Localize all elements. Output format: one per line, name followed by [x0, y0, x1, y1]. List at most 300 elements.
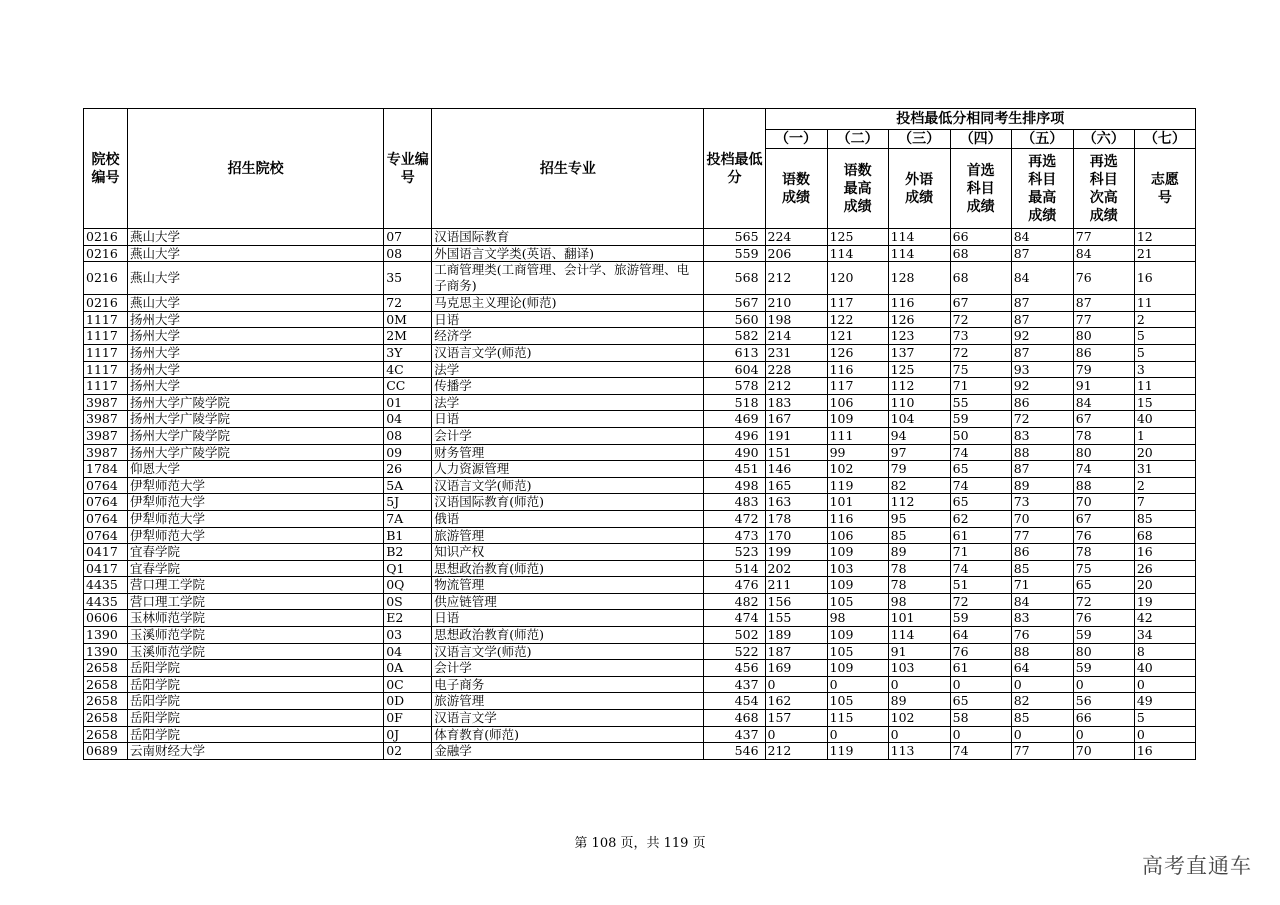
score-cell: 0: [765, 676, 827, 693]
major-name-cell: 旅游管理: [432, 527, 704, 544]
score-cell: 72: [950, 344, 1011, 361]
major-code-cell: 0C: [384, 676, 432, 693]
school-code-cell: 0606: [84, 610, 128, 627]
score-cell: 20: [1134, 444, 1195, 461]
min-score-cell: 523: [704, 544, 765, 561]
major-code-cell: 0M: [384, 311, 432, 328]
score-cell: 8: [1134, 643, 1195, 660]
table-row: [84, 394, 1196, 411]
min-score-cell: 483: [704, 494, 765, 511]
major-code-cell: 5A: [384, 477, 432, 494]
score-cell: 212: [765, 262, 827, 295]
school-name-cell: 岳阳学院: [128, 726, 384, 743]
major-code-cell: 0F: [384, 710, 432, 727]
header-sub-label: 首选科目成绩: [950, 149, 1011, 229]
school-code-cell: 1117: [84, 328, 128, 345]
table-row: [84, 328, 1196, 345]
score-cell: 87: [1011, 461, 1073, 478]
school-name-cell: 营口理工学院: [128, 593, 384, 610]
score-cell: 61: [950, 660, 1011, 677]
score-cell: 83: [1011, 427, 1073, 444]
school-code-cell: 3987: [84, 444, 128, 461]
table-row: [84, 411, 1196, 428]
score-cell: 71: [1011, 577, 1073, 594]
major-code-cell: 0A: [384, 660, 432, 677]
score-cell: 0: [1011, 676, 1073, 693]
score-cell: 228: [765, 361, 827, 378]
school-name-cell: 岳阳学院: [128, 710, 384, 727]
score-cell: 211: [765, 577, 827, 594]
major-name-cell: 体育教育(师范): [432, 726, 704, 743]
table-row: [84, 643, 1196, 660]
major-code-cell: 04: [384, 411, 432, 428]
score-cell: 114: [888, 627, 950, 644]
score-cell: 59: [1073, 660, 1134, 677]
score-cell: 91: [1073, 378, 1134, 395]
score-cell: 76: [1073, 262, 1134, 295]
major-name-cell: 会计学: [432, 660, 704, 677]
major-code-cell: 0D: [384, 693, 432, 710]
score-cell: 78: [1073, 427, 1134, 444]
score-cell: 163: [765, 494, 827, 511]
score-cell: 73: [950, 328, 1011, 345]
score-cell: 65: [950, 494, 1011, 511]
score-cell: 106: [827, 394, 888, 411]
major-code-cell: 5J: [384, 494, 432, 511]
school-name-cell: 玉林师范学院: [128, 610, 384, 627]
major-name-cell: 汉语国际教育(师范): [432, 494, 704, 511]
table-row: [84, 311, 1196, 328]
score-cell: 105: [827, 693, 888, 710]
score-cell: 86: [1011, 394, 1073, 411]
score-cell: 151: [765, 444, 827, 461]
major-name-cell: 工商管理类(工商管理、会计学、旅游管理、电子商务): [432, 262, 704, 295]
major-code-cell: 2M: [384, 328, 432, 345]
score-cell: 117: [827, 295, 888, 312]
score-cell: 97: [888, 444, 950, 461]
score-cell: 16: [1134, 544, 1195, 561]
major-code-cell: 26: [384, 461, 432, 478]
school-code-cell: 2658: [84, 726, 128, 743]
score-cell: 0: [950, 726, 1011, 743]
school-name-cell: 岳阳学院: [128, 676, 384, 693]
score-cell: 102: [827, 461, 888, 478]
score-cell: 98: [888, 593, 950, 610]
score-cell: 170: [765, 527, 827, 544]
score-cell: 77: [1011, 527, 1073, 544]
major-name-cell: 会计学: [432, 427, 704, 444]
score-cell: 169: [765, 660, 827, 677]
min-score-cell: 490: [704, 444, 765, 461]
score-cell: 84: [1011, 593, 1073, 610]
score-cell: 78: [1073, 544, 1134, 561]
score-cell: 82: [1011, 693, 1073, 710]
major-name-cell: 日语: [432, 610, 704, 627]
score-cell: 93: [1011, 361, 1073, 378]
school-code-cell: 0417: [84, 544, 128, 561]
table-row: [84, 295, 1196, 312]
score-cell: 114: [888, 229, 950, 246]
score-cell: 78: [888, 577, 950, 594]
score-cell: 109: [827, 627, 888, 644]
score-cell: 199: [765, 544, 827, 561]
major-name-cell: 汉语国际教育: [432, 229, 704, 246]
score-cell: 0: [888, 676, 950, 693]
major-code-cell: 04: [384, 643, 432, 660]
min-score-cell: 482: [704, 593, 765, 610]
score-cell: 75: [1073, 560, 1134, 577]
score-cell: 74: [950, 743, 1011, 760]
major-name-cell: 日语: [432, 411, 704, 428]
score-cell: 103: [827, 560, 888, 577]
school-name-cell: 燕山大学: [128, 245, 384, 262]
score-cell: 109: [827, 577, 888, 594]
score-cell: 65: [950, 461, 1011, 478]
score-cell: 65: [1073, 577, 1134, 594]
score-cell: 71: [950, 378, 1011, 395]
score-cell: 113: [888, 743, 950, 760]
school-code-cell: 0764: [84, 494, 128, 511]
header-sub-label: 志愿号: [1134, 149, 1195, 229]
score-cell: 12: [1134, 229, 1195, 246]
score-cell: 21: [1134, 245, 1195, 262]
score-cell: 0: [765, 726, 827, 743]
school-code-cell: 0764: [84, 477, 128, 494]
score-cell: 85: [1011, 560, 1073, 577]
table-row: [84, 427, 1196, 444]
header-sub-number: （一）: [765, 130, 827, 149]
school-code-cell: 2658: [84, 710, 128, 727]
score-cell: 126: [827, 344, 888, 361]
score-cell: 114: [888, 245, 950, 262]
page-footer: 第 108 页，共 119 页: [574, 836, 706, 851]
score-cell: 89: [1011, 477, 1073, 494]
major-name-cell: 外国语言文学类(英语、翻译): [432, 245, 704, 262]
score-cell: 0: [1011, 726, 1073, 743]
score-cell: 0: [1073, 676, 1134, 693]
table-row: [84, 444, 1196, 461]
score-cell: 2: [1134, 311, 1195, 328]
header-sub-number: （三）: [888, 130, 950, 149]
score-cell: 31: [1134, 461, 1195, 478]
score-cell: 112: [888, 494, 950, 511]
header-sub-number: （二）: [827, 130, 888, 149]
score-cell: 89: [888, 544, 950, 561]
score-cell: 87: [1011, 245, 1073, 262]
score-cell: 103: [888, 660, 950, 677]
header-sub-label: 语数成绩: [765, 149, 827, 229]
major-code-cell: 72: [384, 295, 432, 312]
min-score-cell: 496: [704, 427, 765, 444]
header-major-name: 招生专业: [432, 109, 704, 229]
score-cell: 105: [827, 643, 888, 660]
major-code-cell: Q1: [384, 560, 432, 577]
score-cell: 59: [950, 610, 1011, 627]
score-cell: 82: [888, 477, 950, 494]
score-cell: 61: [950, 527, 1011, 544]
school-name-cell: 宜春学院: [128, 544, 384, 561]
score-cell: 59: [1073, 627, 1134, 644]
major-code-cell: 01: [384, 394, 432, 411]
table-row: [84, 676, 1196, 693]
table-row: [84, 660, 1196, 677]
school-name-cell: 扬州大学: [128, 311, 384, 328]
score-cell: 122: [827, 311, 888, 328]
score-cell: 80: [1073, 328, 1134, 345]
score-cell: 0: [1134, 726, 1195, 743]
score-cell: 198: [765, 311, 827, 328]
min-score-cell: 437: [704, 726, 765, 743]
score-cell: 0: [827, 676, 888, 693]
major-code-cell: B2: [384, 544, 432, 561]
score-cell: 231: [765, 344, 827, 361]
score-cell: 66: [950, 229, 1011, 246]
header-sub-label: 再选科目最高成绩: [1011, 149, 1073, 229]
score-cell: 88: [1073, 477, 1134, 494]
min-score-cell: 472: [704, 510, 765, 527]
min-score-cell: 437: [704, 676, 765, 693]
score-cell: 95: [888, 510, 950, 527]
score-cell: 183: [765, 394, 827, 411]
score-cell: 87: [1011, 295, 1073, 312]
score-cell: 70: [1011, 510, 1073, 527]
score-cell: 77: [1011, 743, 1073, 760]
score-cell: 64: [1011, 660, 1073, 677]
score-cell: 92: [1011, 378, 1073, 395]
score-cell: 116: [827, 510, 888, 527]
score-cell: 101: [827, 494, 888, 511]
table-row: [84, 610, 1196, 627]
score-cell: 84: [1011, 229, 1073, 246]
school-name-cell: 伊犁师范大学: [128, 477, 384, 494]
table-row: [84, 262, 1196, 295]
score-cell: 68: [950, 245, 1011, 262]
score-cell: 123: [888, 328, 950, 345]
min-score-cell: 514: [704, 560, 765, 577]
score-cell: 73: [1011, 494, 1073, 511]
score-cell: 72: [950, 311, 1011, 328]
school-code-cell: 1117: [84, 311, 128, 328]
major-name-cell: 思想政治教育(师范): [432, 560, 704, 577]
school-name-cell: 玉溪师范学院: [128, 627, 384, 644]
school-code-cell: 0417: [84, 560, 128, 577]
score-cell: 0: [827, 726, 888, 743]
school-name-cell: 扬州大学广陵学院: [128, 427, 384, 444]
score-cell: 72: [1073, 593, 1134, 610]
score-cell: 70: [1073, 494, 1134, 511]
score-cell: 146: [765, 461, 827, 478]
major-name-cell: 物流管理: [432, 577, 704, 594]
score-cell: 114: [827, 245, 888, 262]
score-cell: 85: [888, 527, 950, 544]
major-code-cell: 0J: [384, 726, 432, 743]
school-code-cell: 4435: [84, 593, 128, 610]
major-name-cell: 思想政治教育(师范): [432, 627, 704, 644]
score-cell: 167: [765, 411, 827, 428]
score-cell: 125: [827, 229, 888, 246]
score-cell: 67: [1073, 411, 1134, 428]
header-sub-label: 外语成绩: [888, 149, 950, 229]
school-code-cell: 0764: [84, 527, 128, 544]
school-code-cell: 2658: [84, 660, 128, 677]
major-code-cell: 09: [384, 444, 432, 461]
header-sub-number: （四）: [950, 130, 1011, 149]
score-cell: 3: [1134, 361, 1195, 378]
major-name-cell: 汉语言文学(师范): [432, 477, 704, 494]
score-cell: 212: [765, 743, 827, 760]
school-name-cell: 燕山大学: [128, 262, 384, 295]
score-cell: 92: [1011, 328, 1073, 345]
score-cell: 77: [1073, 311, 1134, 328]
score-cell: 19: [1134, 593, 1195, 610]
score-cell: 67: [1073, 510, 1134, 527]
score-cell: 165: [765, 477, 827, 494]
min-score-cell: 456: [704, 660, 765, 677]
school-code-cell: 1390: [84, 627, 128, 644]
score-cell: 89: [888, 693, 950, 710]
score-cell: 86: [1073, 344, 1134, 361]
score-cell: 115: [827, 710, 888, 727]
score-cell: 157: [765, 710, 827, 727]
major-code-cell: 0Q: [384, 577, 432, 594]
score-cell: 88: [1011, 444, 1073, 461]
school-code-cell: 2658: [84, 693, 128, 710]
score-cell: 40: [1134, 660, 1195, 677]
min-score-cell: 522: [704, 643, 765, 660]
score-cell: 76: [1073, 527, 1134, 544]
score-cell: 80: [1073, 444, 1134, 461]
school-code-cell: 0216: [84, 295, 128, 312]
header-sub-number: （五）: [1011, 130, 1073, 149]
score-cell: 87: [1011, 344, 1073, 361]
score-cell: 72: [950, 593, 1011, 610]
score-cell: 109: [827, 660, 888, 677]
score-cell: 79: [888, 461, 950, 478]
school-name-cell: 扬州大学广陵学院: [128, 394, 384, 411]
score-cell: 84: [1073, 245, 1134, 262]
score-cell: 117: [827, 378, 888, 395]
score-cell: 91: [888, 643, 950, 660]
header-sub-label: 再选科目次高成绩: [1073, 149, 1134, 229]
score-cell: 214: [765, 328, 827, 345]
min-score-cell: 468: [704, 710, 765, 727]
school-code-cell: 0689: [84, 743, 128, 760]
score-cell: 11: [1134, 378, 1195, 395]
min-score-cell: 565: [704, 229, 765, 246]
min-score-cell: 604: [704, 361, 765, 378]
table-row: [84, 494, 1196, 511]
score-cell: 76: [1073, 610, 1134, 627]
score-cell: 0: [888, 726, 950, 743]
score-cell: 187: [765, 643, 827, 660]
major-name-cell: 经济学: [432, 328, 704, 345]
score-cell: 0: [1134, 676, 1195, 693]
min-score-cell: 567: [704, 295, 765, 312]
min-score-cell: 469: [704, 411, 765, 428]
score-cell: 116: [888, 295, 950, 312]
min-score-cell: 451: [704, 461, 765, 478]
score-cell: 11: [1134, 295, 1195, 312]
school-name-cell: 岳阳学院: [128, 693, 384, 710]
table-row: [84, 344, 1196, 361]
min-score-cell: 518: [704, 394, 765, 411]
school-name-cell: 伊犁师范大学: [128, 527, 384, 544]
header-min-score: 投档最低分: [704, 109, 765, 229]
min-score-cell: 474: [704, 610, 765, 627]
school-name-cell: 伊犁师范大学: [128, 494, 384, 511]
score-cell: 110: [888, 394, 950, 411]
major-name-cell: 法学: [432, 361, 704, 378]
school-name-cell: 伊犁师范大学: [128, 510, 384, 527]
major-name-cell: 供应链管理: [432, 593, 704, 610]
score-cell: 58: [950, 710, 1011, 727]
table-row: [84, 510, 1196, 527]
score-cell: 56: [1073, 693, 1134, 710]
school-code-cell: 1117: [84, 344, 128, 361]
header-school-name: 招生院校: [128, 109, 384, 229]
score-cell: 20: [1134, 577, 1195, 594]
score-cell: 49: [1134, 693, 1195, 710]
major-code-cell: 35: [384, 262, 432, 295]
major-code-cell: E2: [384, 610, 432, 627]
score-cell: 206: [765, 245, 827, 262]
score-cell: 155: [765, 610, 827, 627]
table-row: [84, 693, 1196, 710]
school-name-cell: 云南财经大学: [128, 743, 384, 760]
score-cell: 101: [888, 610, 950, 627]
header-sub-number: （七）: [1134, 130, 1195, 149]
score-cell: 111: [827, 427, 888, 444]
major-code-cell: 7A: [384, 510, 432, 527]
score-cell: 119: [827, 743, 888, 760]
table-row: [84, 593, 1196, 610]
score-cell: 16: [1134, 743, 1195, 760]
score-cell: 0: [1073, 726, 1134, 743]
score-cell: 80: [1073, 643, 1134, 660]
major-code-cell: 08: [384, 427, 432, 444]
score-cell: 42: [1134, 610, 1195, 627]
score-cell: 87: [1011, 311, 1073, 328]
score-cell: 121: [827, 328, 888, 345]
score-cell: 26: [1134, 560, 1195, 577]
school-name-cell: 玉溪师范学院: [128, 643, 384, 660]
min-score-cell: 560: [704, 311, 765, 328]
min-score-cell: 559: [704, 245, 765, 262]
header-sub-number: （六）: [1073, 130, 1134, 149]
score-cell: 50: [950, 427, 1011, 444]
score-cell: 74: [1073, 461, 1134, 478]
school-name-cell: 扬州大学: [128, 361, 384, 378]
score-cell: 16: [1134, 262, 1195, 295]
school-code-cell: 3987: [84, 394, 128, 411]
score-cell: 15: [1134, 394, 1195, 411]
table-row: [84, 560, 1196, 577]
major-name-cell: 汉语言文学(师范): [432, 643, 704, 660]
score-cell: 0: [950, 676, 1011, 693]
school-code-cell: 1390: [84, 643, 128, 660]
score-cell: 5: [1134, 710, 1195, 727]
score-cell: 55: [950, 394, 1011, 411]
school-name-cell: 岳阳学院: [128, 660, 384, 677]
score-cell: 88: [1011, 643, 1073, 660]
score-cell: 128: [888, 262, 950, 295]
score-cell: 178: [765, 510, 827, 527]
score-cell: 125: [888, 361, 950, 378]
score-cell: 7: [1134, 494, 1195, 511]
school-code-cell: 0764: [84, 510, 128, 527]
watermark-logo: 高考直通车: [1142, 854, 1252, 878]
score-cell: 104: [888, 411, 950, 428]
